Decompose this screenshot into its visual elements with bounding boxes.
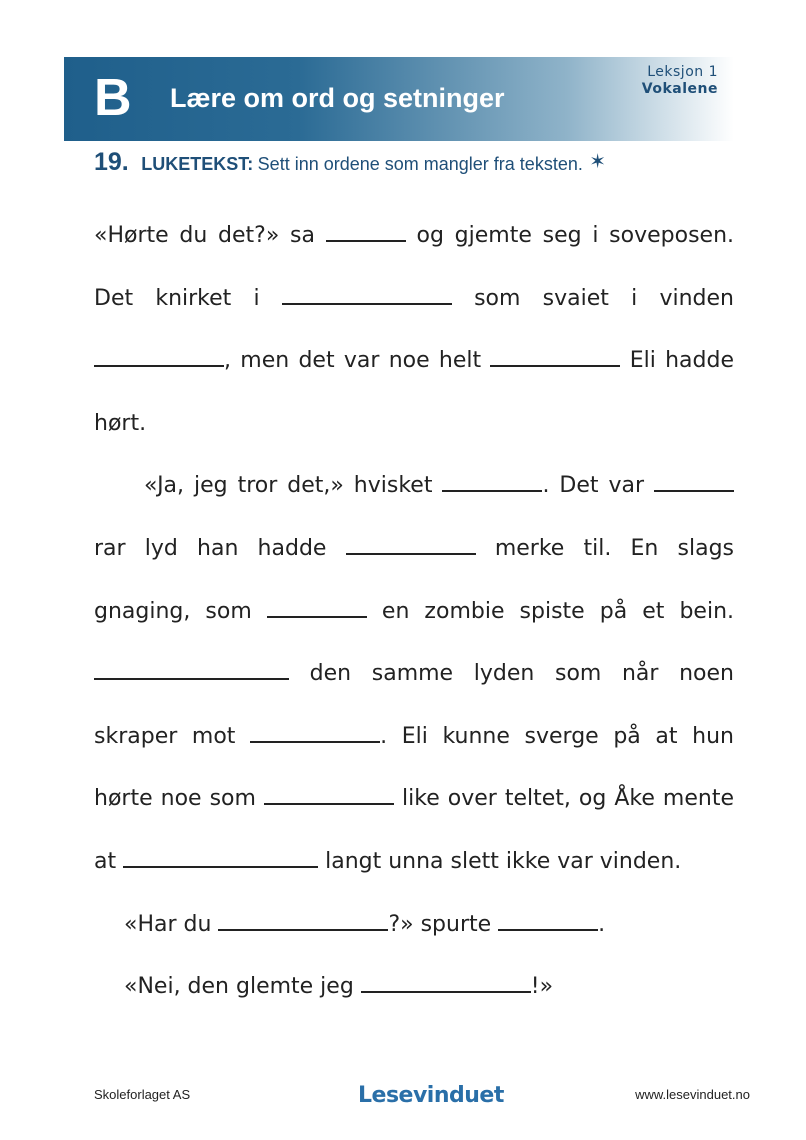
- blank-field[interactable]: [123, 844, 318, 868]
- text-segment: «Hørte du det?» sa: [94, 223, 316, 248]
- text-segment: Eli hadde hørt.: [94, 348, 734, 436]
- text-segment: like over teltet, og Åke mente at: [94, 786, 734, 874]
- text-segment: «Nei, den glemte jeg: [124, 974, 354, 1000]
- blank-field[interactable]: [94, 656, 289, 680]
- lesson-number: Leksjon 1: [647, 64, 718, 80]
- text-segment: og gjemte seg i soveposen. Det knirket i: [94, 223, 735, 311]
- blank-field[interactable]: [282, 281, 452, 305]
- paragraph-1: [94, 205, 734, 455]
- blank-field[interactable]: [490, 343, 620, 367]
- text-segment: langt unna slett ikke var vinden.: [325, 848, 682, 874]
- website-link[interactable]: www.lesevinduet.no: [635, 1087, 750, 1102]
- section-letter: B: [94, 69, 132, 127]
- text-segment: ?» spurte: [388, 911, 492, 937]
- blank-field[interactable]: [218, 907, 388, 931]
- asterisk-star-icon: ✶: [589, 151, 607, 173]
- blank-field[interactable]: [250, 719, 380, 743]
- paragraph-2: [94, 455, 734, 893]
- text-segment: en zombie spiste på et bein.: [381, 598, 735, 624]
- blank-field[interactable]: [442, 468, 542, 492]
- task-instruction: Sett inn ordene som mangler fra teksten.: [257, 154, 583, 174]
- text-segment: , men det var noe helt: [224, 348, 482, 374]
- text-segment: «Ja, jeg tror det,» hvisket: [144, 473, 433, 499]
- blank-field[interactable]: [346, 531, 476, 555]
- cloze-text: [94, 205, 734, 1019]
- task-number: 19.: [94, 148, 129, 176]
- blank-field[interactable]: [361, 969, 531, 993]
- page-title: Lære om ord og setninger: [170, 83, 505, 113]
- blank-field[interactable]: [498, 907, 598, 931]
- blank-field[interactable]: [326, 218, 406, 242]
- text-segment: . Eli kunne sverge på at hun hørte noe som: [94, 723, 734, 812]
- blank-field[interactable]: [654, 468, 734, 492]
- text-segment: «Har du: [124, 911, 212, 937]
- text-segment: som svaiet i vinden: [474, 285, 734, 311]
- text-segment: rar lyd han hadde: [94, 535, 327, 561]
- task-label: LUKETEKST:: [141, 154, 254, 174]
- lesevinduet-logo: Lesevinduet: [358, 1083, 504, 1108]
- text-segment: merke til. En slags gnaging, som: [94, 535, 735, 624]
- lesson-info: [642, 64, 718, 98]
- text-segment: !»: [530, 974, 554, 1000]
- text-segment: . Det var: [542, 473, 645, 499]
- task-heading: [94, 148, 606, 177]
- publisher-name: Skoleforlaget AS: [94, 1087, 191, 1102]
- text-segment: den samme lyden som når noen skraper mot: [94, 661, 734, 749]
- blank-field[interactable]: [94, 343, 224, 367]
- blank-field[interactable]: [264, 781, 394, 805]
- dialog-line-2: [94, 956, 734, 1019]
- lesson-topic: Vokalene: [641, 81, 718, 97]
- blank-field[interactable]: [267, 594, 367, 618]
- text-segment: .: [598, 911, 606, 937]
- dialog-line-1: [94, 894, 734, 957]
